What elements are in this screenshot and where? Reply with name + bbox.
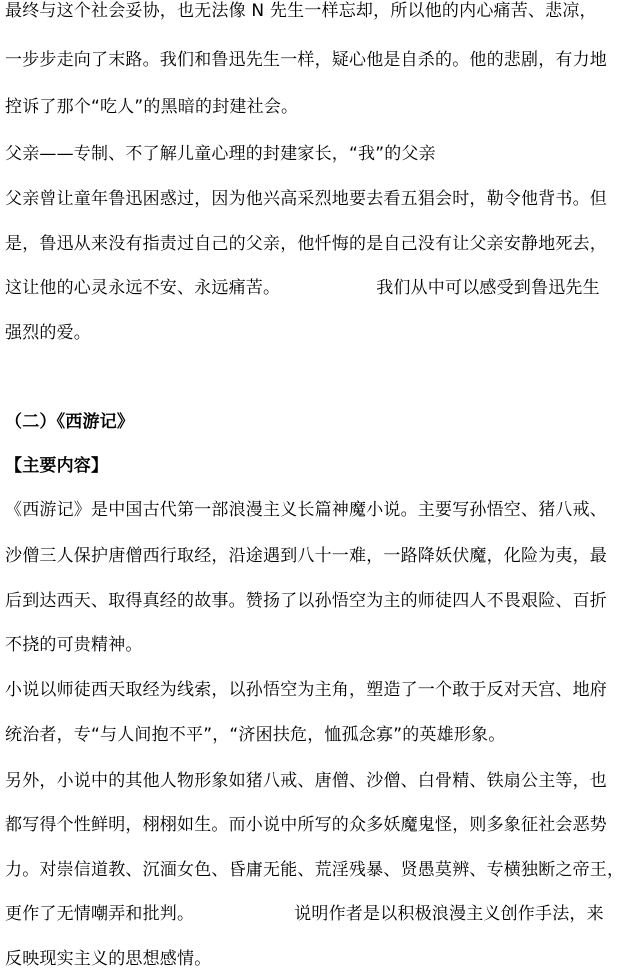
text-line: 《西游记》是中国古代第一部浪漫主义长篇神魔小说。主要写孙悟空、猪八戒、 — [5, 500, 607, 520]
text-line: 后到达西天、取得真经的故事。赞扬了以孙悟空为主的师徒四人不畏艰险、百折 — [5, 591, 607, 611]
text-line — [5, 277, 632, 299]
text-line: 反映现实主义的思想感情。 — [5, 949, 212, 969]
text-line: 小说以师徒西天取经为线索，以孙悟空为主角，塑造了一个敢于反对天宫、地府 — [5, 680, 607, 700]
text-line: 控诉了那个“吃人”的黑暗的封建社会。 — [5, 97, 299, 117]
text-line: 是，鲁迅从来没有指责过自己的父亲，他忏悔的是自己没有让父亲安静地死去， — [5, 234, 607, 254]
text-line: 力。对崇信道教、沉湎女色、昏庸无能、荒淫残暴、贤愚莫辨、专横独断之帝王， — [5, 860, 625, 880]
text-line: 另外，小说中的其他人物形象如猪八戒、唐僧、沙僧、白骨精、铁扇公主等，也 — [5, 771, 607, 791]
main-content-label: 【主要内容】 — [5, 456, 109, 476]
text-line: 统治者，专“与人间抱不平”，“济困扶危，恤孤念寡”的英雄形象。 — [5, 725, 506, 745]
text-line — [5, 903, 632, 925]
text-line: 一步步走向了末路。我们和鲁迅先生一样，疑心他是自杀的。他的悲剧，有力地 — [5, 50, 607, 70]
text-line: 都写得个性鲜明，栩栩如生。而小说中所写的众多妖魔鬼怪，则多象征社会恶势 — [5, 815, 607, 835]
text-line: 强烈的爱。 — [5, 323, 91, 343]
text-segment: 说明作者是以积极浪漫主义创作手法，来 — [294, 904, 604, 924]
text-line: 父亲——专制、不了解儿童心理的封建家长，“我”的父亲 — [5, 144, 436, 164]
section-title: （二）《西游记》 — [5, 412, 135, 432]
text-line: 不挠的可贵精神。 — [5, 635, 143, 655]
text-segment: 更作了无情嘲弄和批判。 — [5, 904, 195, 924]
text-segment: 我们从中可以感受到鲁迅先生 — [376, 278, 600, 298]
text-segment: 这让他的心灵永远不安、永远痛苦。 — [5, 278, 281, 298]
text-line: 父亲曾让童年鲁迅困惑过，因为他兴高采烈地要去看五猖会时，勒令他背书。但 — [5, 189, 607, 209]
text-line: 沙僧三人保护唐僧西行取经，沿途遇到八十一难，一路降妖伏魔，化险为夷，最 — [5, 546, 607, 566]
text-line: 最终与这个社会妥协，也无法像 N 先生一样忘却，所以他的内心痛苦、悲凉， — [5, 1, 597, 21]
